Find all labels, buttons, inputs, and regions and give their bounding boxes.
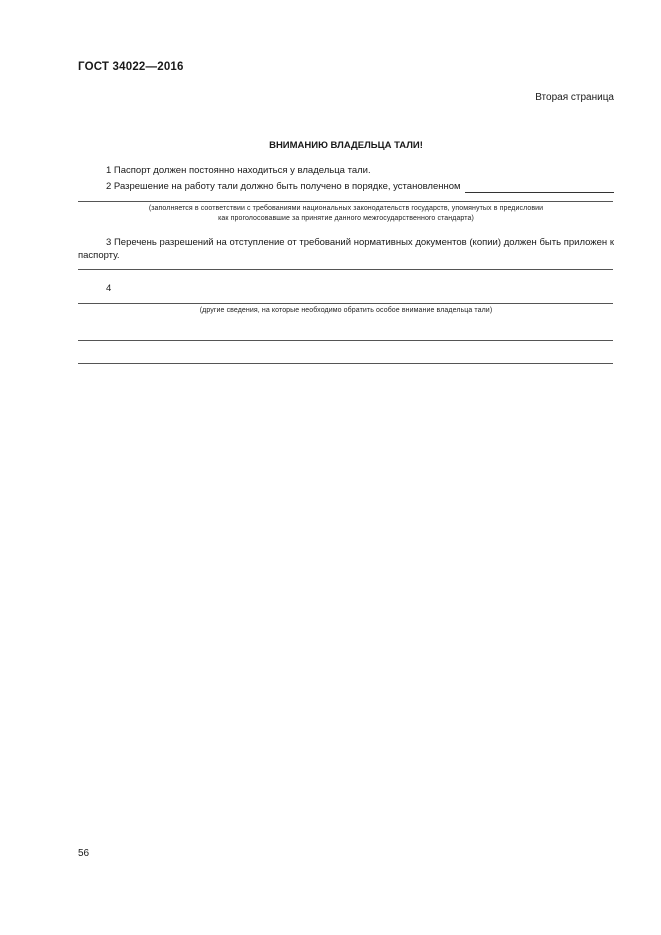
fill-line-1 [78,201,613,202]
fill-line-5 [78,363,613,364]
section-heading: ВНИМАНИЮ ВЛАДЕЛЬЦА ТАЛИ! [269,140,423,151]
page-number: 56 [78,848,90,859]
fill-line-3 [78,303,613,304]
page-label: Вторая страница [535,92,614,103]
fill-line-4 [78,340,613,341]
item-2-fill-line [465,183,614,193]
note-1-line-2: как проголосовавшие за принятие данного межгосударственного стандарта) [218,215,474,222]
item-4-text: 4 [106,283,112,294]
note-2: (другие сведения, на которые необходимо обратить особое внимание владельца тали) [199,307,493,314]
item-2-row [106,181,614,193]
standard-number: ГОСТ 34022—2016 [78,61,184,73]
item-3-text: 3 Перечень разрешений на отступление от требований нормативных документов (копии) должен быть приложен к паспорту. [78,237,614,261]
item-1-text: 1 Паспорт должен постоянно находиться у владельца тали. [106,165,371,176]
note-1 [78,204,614,224]
fill-line-2 [78,269,613,270]
note-1-line-1: (заполняется в соответствии с требованиями национальных законодательств государств, упомянутых в предисловии [148,205,544,212]
item-2-text: 2 Разрешение на работу тали должно быть получено в порядке, установленном [106,181,461,192]
